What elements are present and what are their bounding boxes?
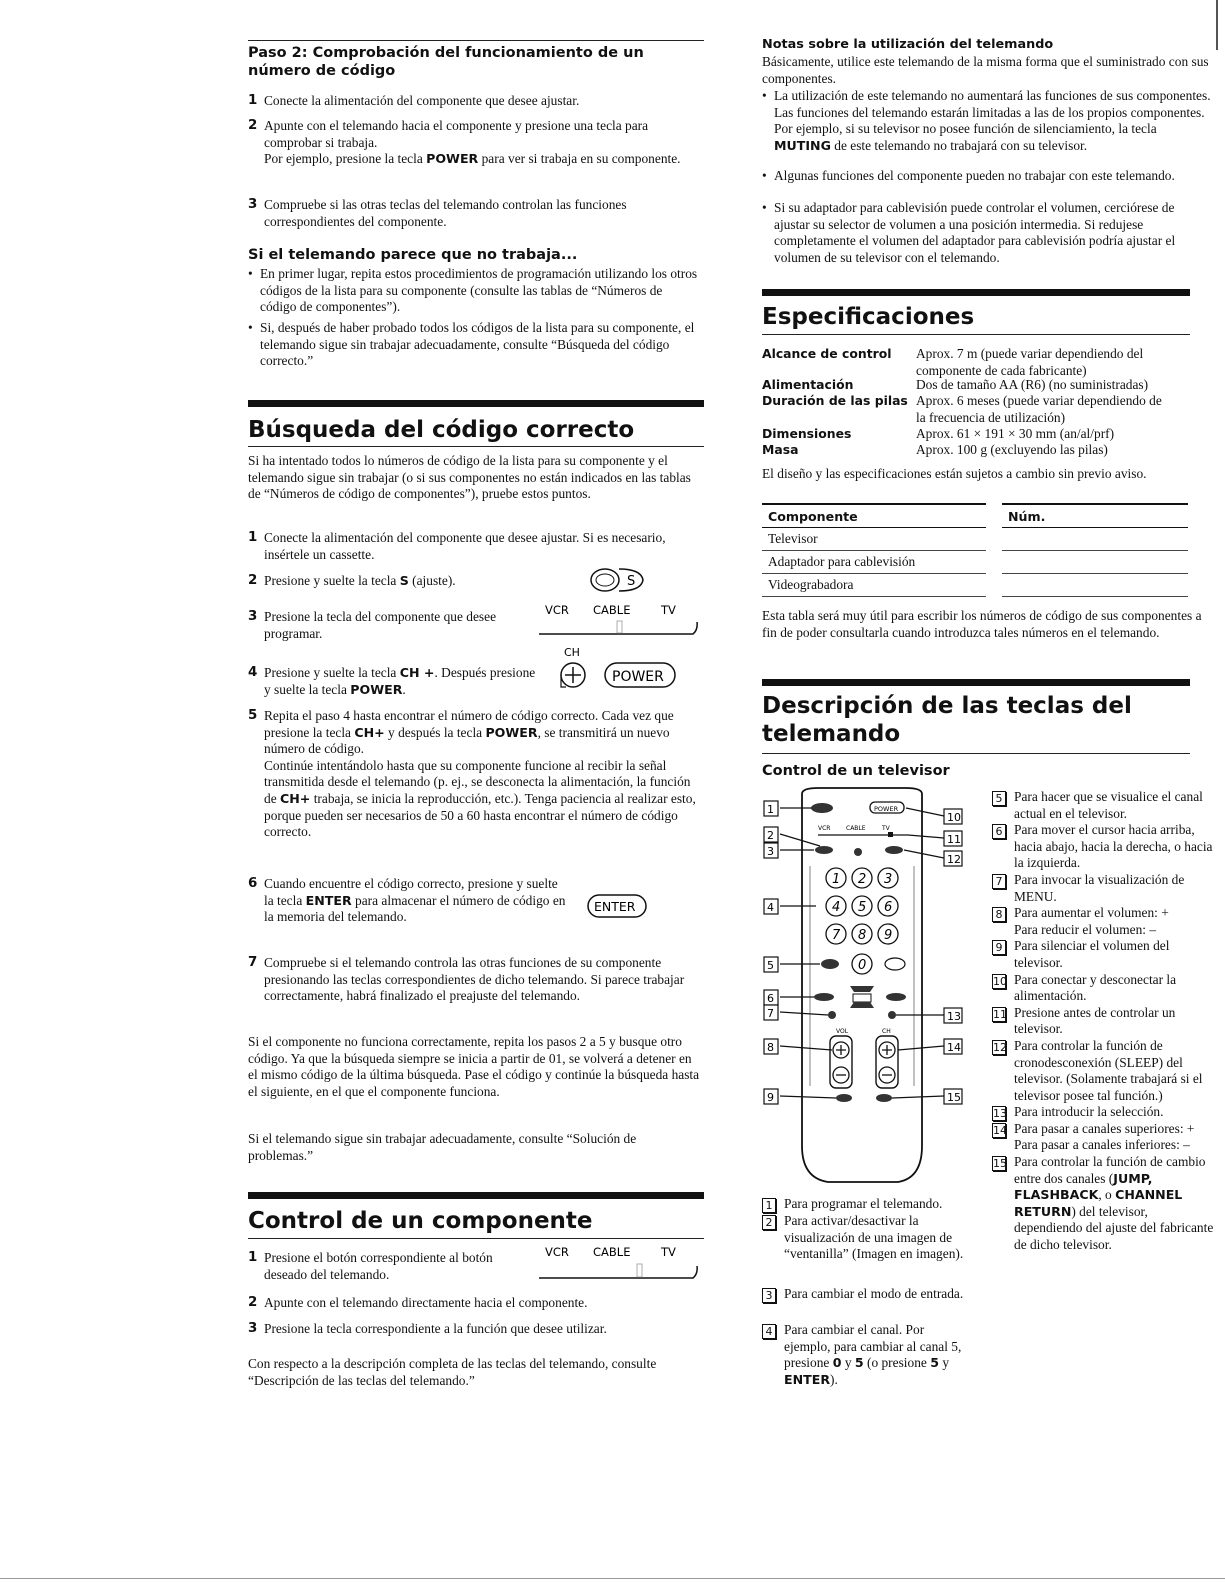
s-key-figure (583, 565, 653, 595)
remote-s-button (811, 803, 833, 813)
remote-vol-rocker (830, 1036, 852, 1088)
key-desc-15: 15 Para controlar la función de cambio entre dos canales (JUMP, FLASHBACK, o CHANNEL RETURN) del televisor, dependiendo del ajuste del fabricante de dicho televisor. (993, 1154, 1214, 1253)
page-bottom-line (0, 1578, 1225, 1579)
remote-digit-label: 0 (858, 958, 867, 973)
callout-label: 8 (767, 1041, 774, 1054)
trouble-bullet-1: • En primer lugar, repita estos procedimientos de programación utilizando los otros códigos de la lista para su componente (consulte las tablas de “Números de código de componentes”). (248, 266, 698, 315)
svg-text:TV: TV (661, 1245, 676, 1259)
busqueda-step-3: 3 Presione la tecla del componente que desee programar. (248, 609, 497, 641)
enter-figure (584, 891, 650, 921)
remote-sleep-button (885, 846, 903, 854)
remote-jump-button (876, 1094, 892, 1102)
control-step-3: 3 Presione la tecla correspondiente a la función que desee utilizar. (248, 1321, 607, 1336)
spec-value: Aprox. 7 m (puede variar dependiendo del componente de cada fabricante) (916, 346, 1144, 378)
svg-text:CH: CH (882, 1028, 891, 1035)
table-row: Adaptador para cablevisión (762, 551, 1188, 574)
callout-label: 7 (767, 1007, 774, 1020)
svg-text:S: S (627, 574, 636, 589)
paso2-step-3: 3 Compruebe si las otras teclas del telemando controlan las funciones correspondientes del componente. (248, 197, 627, 229)
table-header: Núm. (994, 504, 1188, 528)
busqueda-para-2: Si el telemando sigue sin trabajar adecuadamente, consulte “Solución de problemas.” (248, 1131, 637, 1163)
callout-label: 1 (767, 803, 774, 816)
busqueda-step-4: 4 Presione y suelte la tecla CH +. Después presione y suelte la tecla POWER. (248, 665, 536, 697)
paso2-step-2: 2 Apunte con el telemando hacia el componente y presione una tecla para comprobar si trabaja. Por ejemplo, presione la tecla POWER para ver si trabaja en su componente. (248, 118, 681, 167)
section-rule (248, 1238, 704, 1239)
remote-enter2-button (888, 1011, 896, 1019)
spec-value: Aprox. 100 g (excluyendo las pilas) (916, 442, 1108, 457)
callout-label: 14 (947, 1041, 961, 1054)
remote-ch-rocker (876, 1036, 898, 1088)
notas-bullet-3: • Si su adaptador para cablevisión puede controlar el volumen, cerciórese de ajustar su selector de volumen a una posición intermedia. Si redujese completamente el volumen del adaptador para cablevisión podría ajustar el volumen de su televisor con el telemando. (762, 200, 1176, 265)
paso2-title: Paso 2: Comprobación del funcionamiento de un número de código (248, 45, 644, 79)
selector-figure-1 (533, 600, 703, 640)
remote-digit-label: 8 (858, 928, 867, 943)
callout-label: 2 (767, 829, 774, 842)
key-desc-7: 7 Para invocar la visualización de MENU. (992, 872, 1218, 905)
table-row: Televisor (762, 528, 1188, 551)
key-desc-11: 11 Presione antes de controlar un televisor. (993, 1004, 1176, 1037)
spec-note: El diseño y las especificaciones están sujetos a cambio sin previo aviso. (762, 466, 1147, 481)
svg-text:CABLE: CABLE (593, 603, 631, 617)
remote-pip-button (815, 846, 833, 854)
section-rule-thick (762, 289, 1190, 296)
remote-digit-label: 4 (832, 900, 841, 915)
remote-digit-label: 5 (858, 900, 867, 915)
busqueda-title: Búsqueda del código correcto (248, 417, 635, 443)
key-desc-side-list (992, 789, 1218, 1379)
remote-muting-button (836, 1094, 852, 1102)
callout-label: 10 (947, 811, 961, 824)
key-desc-8: 8 Para aumentar el volumen: + Para reducir el volumen: – (992, 905, 1218, 938)
table-note: Esta tabla será muy útil para escribir los números de código de sus componentes a fin de poder consultarla cuando introduzca tales números en el telemando. (762, 608, 1202, 640)
callout-boxes (764, 801, 962, 1104)
callout-label: 4 (767, 901, 774, 914)
spec-label: Dimensiones (762, 426, 852, 441)
key-desc-10: 10 Para conectar y desconectar la alimentación. (993, 971, 1177, 1004)
remote-enter-button (885, 958, 905, 970)
busqueda-para-1: Si el componente no funciona correctamente, repita los pasos 2 a 5 y busque otro código. Ya que la búsqueda siempre se inicia a partir de 01, se volverá a detener en el mismo código de la última búsqueda. Pase el código y continúe la búsqueda hasta el siguiente, en el que el componente funciona. (248, 1034, 700, 1099)
table-header: Componente (762, 504, 994, 528)
busqueda-step-6: 6 Cuando encuentre el código correcto, presione y suelte la tecla ENTER para almacenar el número de código en la memoria del telemando. (248, 876, 566, 925)
key-desc-5: 5 Para hacer que se visualice el canal actual en el televisor. (992, 789, 1218, 822)
remote-digit-label: 2 (858, 872, 867, 887)
spec-value: Aprox. 6 meses (puede variar dependiendo de la frecuencia de utilización) (916, 393, 1162, 425)
descripcion-title: Descripción de las teclas del telemando (762, 693, 1132, 747)
svg-text:VCR: VCR (545, 1245, 569, 1259)
remote-digit-label: 9 (884, 928, 893, 943)
svg-text:CABLE: CABLE (846, 825, 866, 832)
key-desc-6: 6 Para mover el cursor hacia arriba, hacia abajo, hacia la derecha, o hacia la izquierda. (992, 822, 1218, 872)
busqueda-step-1: 1 Conecte la alimentación del componente que desee ajustar. Si es necesario, insértele un cassette. (248, 530, 666, 562)
remote-input-button (854, 848, 862, 856)
busqueda-step-5: 5 Repita el paso 4 hasta encontrar el número de código correcto. Cada vez que presione la tecla CH+ y después la tecla POWER, se transmitirá un nuevo número de código. Continúe intentándolo hasta que su componente funcione al recibir la señal transmitida desde el telemando (p. ej., se desconecta la alimentación, la función de CH+ trabaja, se inicia la reproducción, etc.). Tenga paciencia al realizar esto, porque pueden ser necesarios de 50 a 60 hasta encontrar el número de código correcto. (248, 708, 696, 840)
especificaciones-title: Especificaciones (762, 304, 975, 330)
spec-label: Masa (762, 442, 799, 457)
callout-label: 9 (767, 1091, 774, 1104)
control-step-2: 2 Apunte con el telemando directamente hacia el componente. (248, 1295, 588, 1310)
key-desc-9: 9 Para silenciar el volumen del televisor. (992, 938, 1218, 971)
spec-label: Alimentación (762, 377, 854, 392)
notas-intro: Básicamente, utilice este telemando de la misma forma que el suministrado con sus componentes. (762, 54, 1209, 86)
remote-menu-button (828, 1011, 836, 1019)
control-componente-title: Control de un componente (248, 1208, 593, 1234)
spec-label: Duración de las pilas (762, 393, 908, 408)
callout-label: 15 (947, 1091, 961, 1104)
notas-bullet-1: • La utilización de este telemando no aumentará las funciones de sus componentes. Las funciones del telemando estarán limitadas a las de los propios componentes. Por ejemplo, si su televisor no posee función de silenciamiento, la tecla MUTING de este telemando no trabajará con su televisor. (762, 88, 1211, 153)
remote-digit-label: 3 (884, 872, 893, 887)
svg-text:CH: CH (564, 646, 580, 659)
key-desc-4: 4 Para cambiar el canal. Por ejemplo, para cambiar al canal 5, presione 0 y 5 (o presione 5 y ENTER). (762, 1322, 972, 1388)
control-step-1: 1 Presione el botón correspondiente al botón deseado del telemando. (248, 1250, 493, 1282)
key-desc-14: 14 Para pasar a canales superiores: + Para pasar a canales inferiores: – (993, 1120, 1195, 1153)
busqueda-step-2: 2 Presione y suelte la tecla S (ajuste). (248, 573, 456, 588)
key-desc-3: 3 Para cambiar el modo de entrada. (762, 1286, 972, 1303)
section-rule (762, 334, 1190, 335)
page-edge-mark (1216, 0, 1218, 50)
callout-label: 5 (767, 959, 774, 972)
callout-label: 13 (947, 1010, 961, 1023)
spec-value: Aprox. 61 × 191 × 30 mm (an/al/prf) (916, 426, 1115, 441)
section-rule-thick (248, 1192, 704, 1199)
remote-digit-label: 7 (832, 928, 841, 943)
callout-label: 11 (947, 833, 961, 846)
callout-label: 12 (947, 853, 961, 866)
svg-text:VCR: VCR (818, 825, 831, 832)
descripcion-subtitle: Control de un televisor (762, 763, 950, 779)
remote-keypad (826, 868, 898, 974)
busqueda-intro: Si ha intentado todos lo números de código de la lista para su componente y el telemando sigue sin trabajar (o si sus componentes no están indicados en las tablas de “Números de código de componentes”), pruebe estos puntos. (248, 453, 691, 502)
trouble-bullet-2: • Si, después de haber probado todos los códigos de la lista para su componente, el telemando sigue sin trabajar adecuadamente, consulte “Búsqueda del código correcto.” (248, 320, 695, 369)
callout-label: 3 (767, 845, 774, 858)
section-rule-thick (762, 679, 1190, 686)
svg-text:TV: TV (661, 603, 676, 617)
remote-diagram (758, 786, 970, 1186)
selector-figure-2 (533, 1242, 703, 1284)
component-table (762, 503, 1188, 597)
table-row: Videograbadora (762, 574, 1188, 597)
trouble-title: Si el telemando parece que no trabaja... (248, 247, 578, 263)
svg-text:TV: TV (882, 825, 890, 832)
spec-label: Alcance de control (762, 346, 892, 361)
svg-text:VCR: VCR (545, 603, 569, 617)
remote-digit-label: 6 (884, 900, 893, 915)
remote-display-button (821, 959, 839, 969)
section-rule (762, 753, 1190, 754)
svg-text:POWER: POWER (874, 805, 899, 813)
section-rule (248, 446, 704, 447)
callout-label: 6 (767, 992, 774, 1005)
ch-power-figure (548, 645, 683, 695)
key-desc-1: 1 Para programar el telemando. (762, 1196, 992, 1213)
svg-text:CABLE: CABLE (593, 1245, 631, 1259)
control-para: Con respecto a la descripción completa de las teclas del telemando, consulte “Descripción de las teclas del telemando.” (248, 1356, 657, 1388)
svg-text:POWER: POWER (612, 669, 664, 685)
remote-digit-label: 1 (832, 872, 841, 887)
key-desc-12: 12 Para controlar la función de cronodesconexión (SLEEP) del televisor. (Solamente trabajará si el televisor posee tal función.) (993, 1037, 1203, 1103)
notas-bullet-2: • Algunas funciones del componente pueden no trabajar con este telemando. (762, 168, 1175, 183)
svg-text:VOL: VOL (836, 1028, 849, 1035)
section-rule-thick (248, 400, 704, 407)
paso2-step-1: 1 Conecte la alimentación del componente que desee ajustar. (248, 93, 580, 108)
key-desc-2: 2 Para activar/desactivar la visualización de una imagen de “ventanilla” (Imagen en imagen). (762, 1213, 972, 1263)
spec-value: Dos de tamaño AA (R6) (no suministradas) (916, 377, 1149, 392)
busqueda-step-7: 7 Compruebe si el telemando controla las otras funciones de su componente presionando las teclas correspondientes de dicho telemando. Si parece trabajar correctamente, habrá finalizado el preajuste del telemando. (248, 955, 685, 1004)
notas-title: Notas sobre la utilización del telemando (762, 37, 1054, 52)
section-rule (248, 40, 704, 41)
svg-text:ENTER: ENTER (594, 899, 636, 914)
key-desc-13: 13 Para introducir la selección. (993, 1104, 1164, 1121)
